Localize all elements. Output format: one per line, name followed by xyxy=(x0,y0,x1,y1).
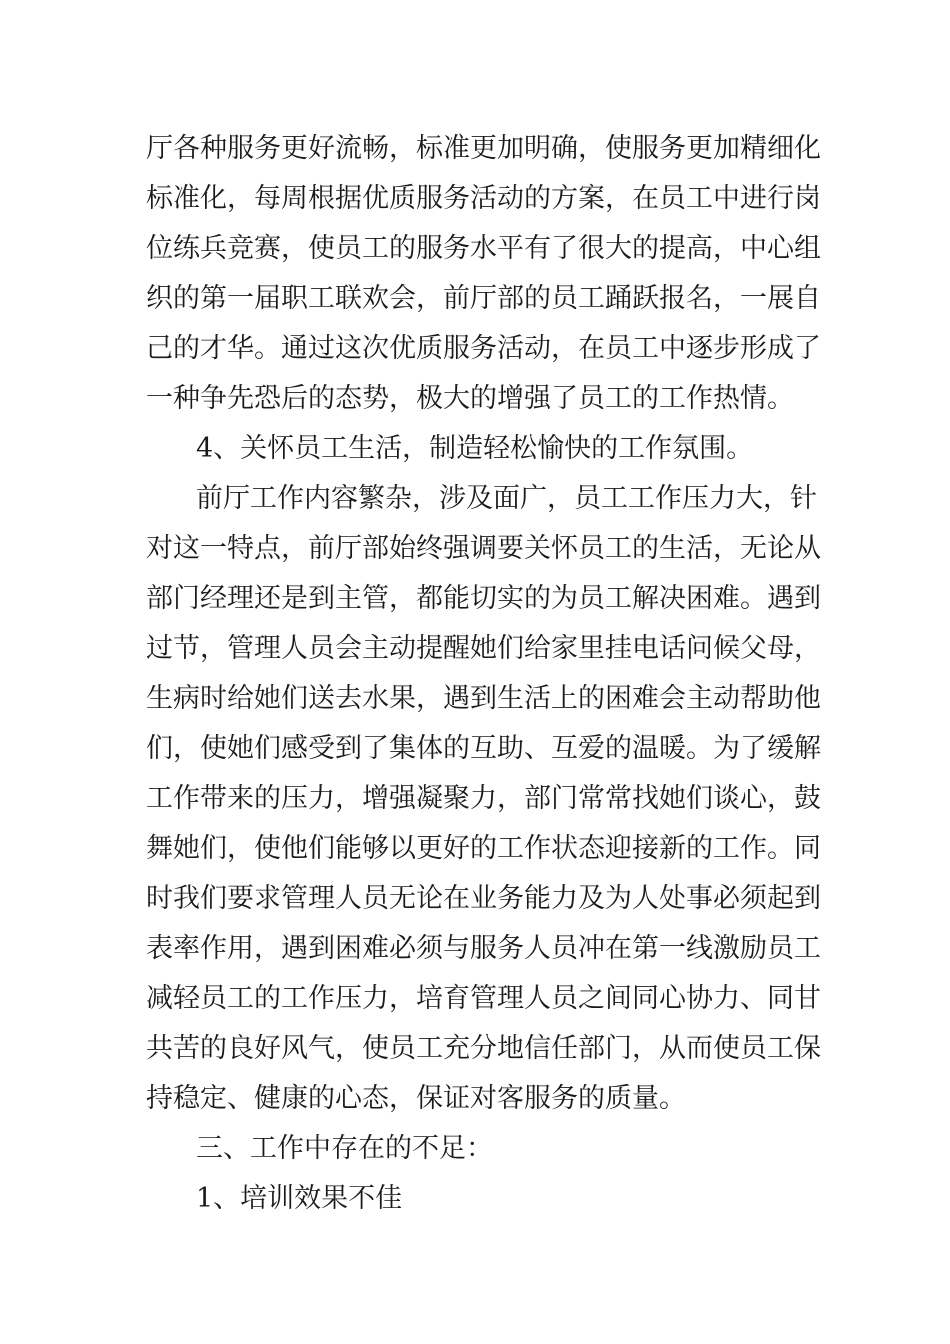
text-line-6: 一种争先恐后的态势，极大的增强了员工的工作热情。 xyxy=(146,383,794,414)
text-line-8: 前厅工作内容繁杂，涉及面广，员工工作压力大，针 xyxy=(196,483,817,514)
subsection-heading-1: 1、培训效果不佳 xyxy=(196,1183,403,1214)
text-line-18: 减轻员工的工作压力，培育管理人员之间同心协力、同甘 xyxy=(146,983,821,1014)
text-line-12: 生病时给她们送去水果，遇到生活上的困难会主动帮助他 xyxy=(146,683,821,714)
text-line-5: 己的才华。通过这次优质服务活动，在员工中逐步形成了 xyxy=(146,333,821,364)
text-line-17: 表率作用，遇到困难必须与服务人员冲在第一线激励员工 xyxy=(146,933,821,964)
text-line-11: 过节，管理人员会主动提醒她们给家里挂电话问候父母， xyxy=(146,633,821,664)
section-heading-4: 4、关怀员工生活，制造轻松愉快的工作氛围。 xyxy=(196,433,754,464)
document-body xyxy=(146,124,826,1224)
text-line-15: 舞她们，使他们能够以更好的工作状态迎接新的工作。同 xyxy=(146,833,821,864)
text-line-19: 共苦的良好风气，使员工充分地信任部门，从而使员工保 xyxy=(146,1033,821,1064)
text-line-1: 厅各种服务更好流畅，标准更加明确，使服务更加精细化 xyxy=(146,133,821,164)
text-line-14: 工作带来的压力，增强凝聚力，部门常常找她们谈心，鼓 xyxy=(146,783,821,814)
text-line-9: 对这一特点，前厅部始终强调要关怀员工的生活，无论从 xyxy=(146,533,821,564)
text-line-2: 标准化，每周根据优质服务活动的方案，在员工中进行岗 xyxy=(146,183,821,214)
text-line-16: 时我们要求管理人员无论在业务能力及为人处事必须起到 xyxy=(146,883,821,914)
text-line-10: 部门经理还是到主管，都能切实的为员工解决困难。遇到 xyxy=(146,583,821,614)
text-line-13: 们，使她们感受到了集体的互助、互爱的温暖。为了缓解 xyxy=(146,733,821,764)
text-line-3: 位练兵竞赛，使员工的服务水平有了很大的提高，中心组 xyxy=(146,233,821,264)
text-line-4: 织的第一届职工联欢会，前厅部的员工踊跃报名，一展自 xyxy=(146,283,821,314)
section-heading-3: 三、工作中存在的不足： xyxy=(196,1133,493,1164)
text-line-20: 持稳定、健康的心态，保证对客服务的质量。 xyxy=(146,1083,686,1114)
